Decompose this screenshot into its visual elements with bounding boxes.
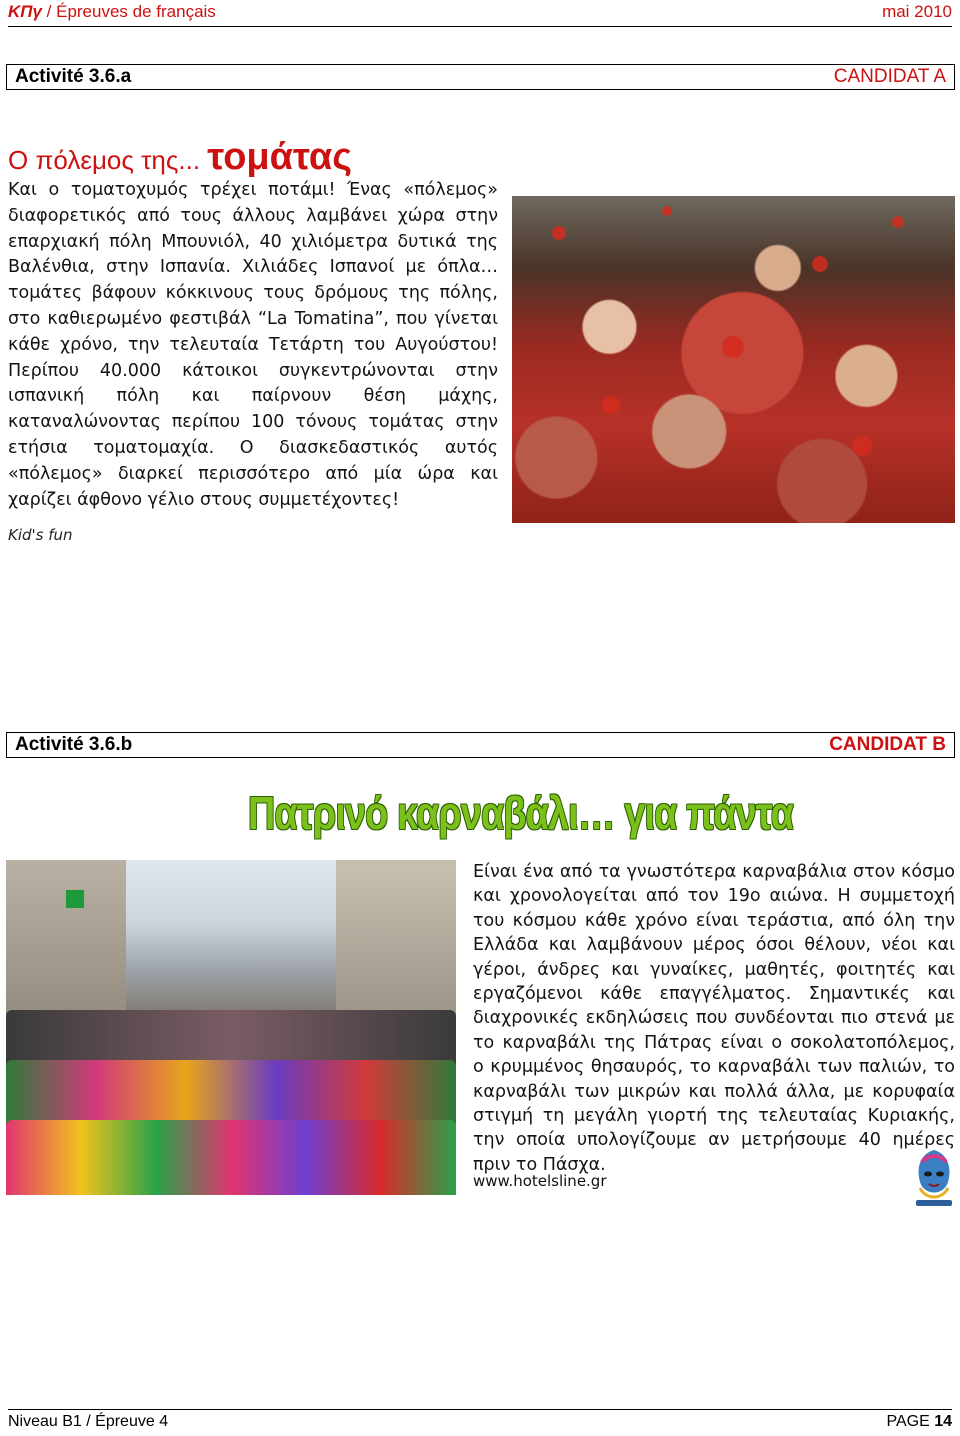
tomato-splat xyxy=(552,226,566,240)
article-b-body xyxy=(473,860,955,1177)
tomato-splat xyxy=(662,206,672,216)
page-indicator xyxy=(886,1413,952,1431)
article-a-title-part1: Ο πόλεμος της... xyxy=(8,145,208,175)
carnival-mask-logo xyxy=(912,1148,956,1208)
activity-b-label: Activité 3.6.b xyxy=(15,734,133,755)
article-a-text: Και ο τοματοχυμός τρέχει ποτάμι! Ένας «πόλεμος» διαφορετικός από τους άλλους λαμβάνει χώρα στην επαρχιακή πόλη Μπουνιόλ, 40 χιλιόμετρα δυτικά της Βαλένθια, στην Ισπανία. Χιλιάδες Ισπανοί με όπλα… τομάτες βάφουν κόκκινους τους δρόμους της πόλης, στο καθιερωμένο φεστιβάλ “La Tomatina”, που γίνεται κάθε χρόνο, την τελευταία Τετάρτη του Αυγούστου! Περίπου 40.000 κάτοικοι συγκεντρώνονται στην ισπανική πόλη και παίρνουν θέση μάχης, καταναλώνοντας περίπου 100 τόνους τομάτας στην ετήσια τοματομαχία. Ο διασκεδαστικός αυτός «πόλεμος» διαρκεί περισσότερο από μία ώρα και χαρίζει άφθονο γέλιο στους συμμετέχοντες! xyxy=(8,180,498,510)
exam-code: ΚΠγ xyxy=(8,2,42,21)
tomato-splat xyxy=(722,336,744,358)
exam-title xyxy=(8,2,216,22)
exam-date: mai 2010 xyxy=(882,2,952,21)
pharmacy-cross-icon xyxy=(66,890,84,908)
page-header xyxy=(8,0,952,27)
tomato-splat xyxy=(602,396,620,414)
page-footer xyxy=(8,1409,952,1436)
article-b-source: www.hotelsline.gr xyxy=(473,1172,607,1190)
tomato-splat xyxy=(812,256,828,272)
page-label: PAGE xyxy=(886,1413,930,1430)
article-a-body xyxy=(8,178,498,513)
candidate-a-label: CANDIDAT A xyxy=(833,66,946,87)
activity-a-label: Activité 3.6.a xyxy=(15,66,132,87)
article-b-title: Πατρινό καρναβάλι… για πάντα xyxy=(248,787,794,839)
carnival-parade-photo xyxy=(6,860,456,1195)
tomato-splat xyxy=(892,216,904,228)
article-a-title-part2: τομάτας xyxy=(207,136,353,178)
activity-a-bar xyxy=(6,64,955,90)
activity-b-bar xyxy=(6,732,955,758)
article-a-source: Kid's fun xyxy=(8,526,73,544)
article-b-text: Είναι ένα από τα γνωστότερα καρναβάλια στον κόσμο και χρονολογείται από τον 19ο αιώνα. Η συμμετοχή του κόσμου κάθε χρόνο είναι τεράστια, από όλη την Ελλάδα και λαμβάνουν μέρος όσοι θέλουν, νέοι και γέροι, άνδρες και γυναίκες, μαθητές, φοιτητές και εργαζόμενοι κάθε επαγγέλματος. Σημαντικές και διαχρονικές εκδηλώσεις που συνδέονται πιο στενά με το καρναβάλι της Πάτρας είναι ο σοκολατοπόλεμος, ο κρυμμένος θησαυρός, το καρναβάλι των παλιών, το καρναβάλι των μικρών και πολλά άλλα, με κορυφαία στιγμή τη μεγάλη γιορτή της τελευταίας Κυριακής, την οποία υπολογίζουμε αν μετρήσουμε 40 ημέρες πριν το Πάσχα. xyxy=(473,862,955,1175)
crowd-near xyxy=(6,1120,456,1195)
candidate-b-label: CANDIDAT B xyxy=(829,734,946,755)
tomato-splat xyxy=(852,436,872,456)
level-label: Niveau B1 / Épreuve 4 xyxy=(8,1413,169,1430)
exam-subtitle: / Épreuves de français xyxy=(41,2,216,21)
page-number: 14 xyxy=(934,1413,952,1430)
mask-icon xyxy=(912,1148,956,1208)
article-a-title xyxy=(8,136,352,179)
tomato-festival-photo xyxy=(512,196,955,523)
